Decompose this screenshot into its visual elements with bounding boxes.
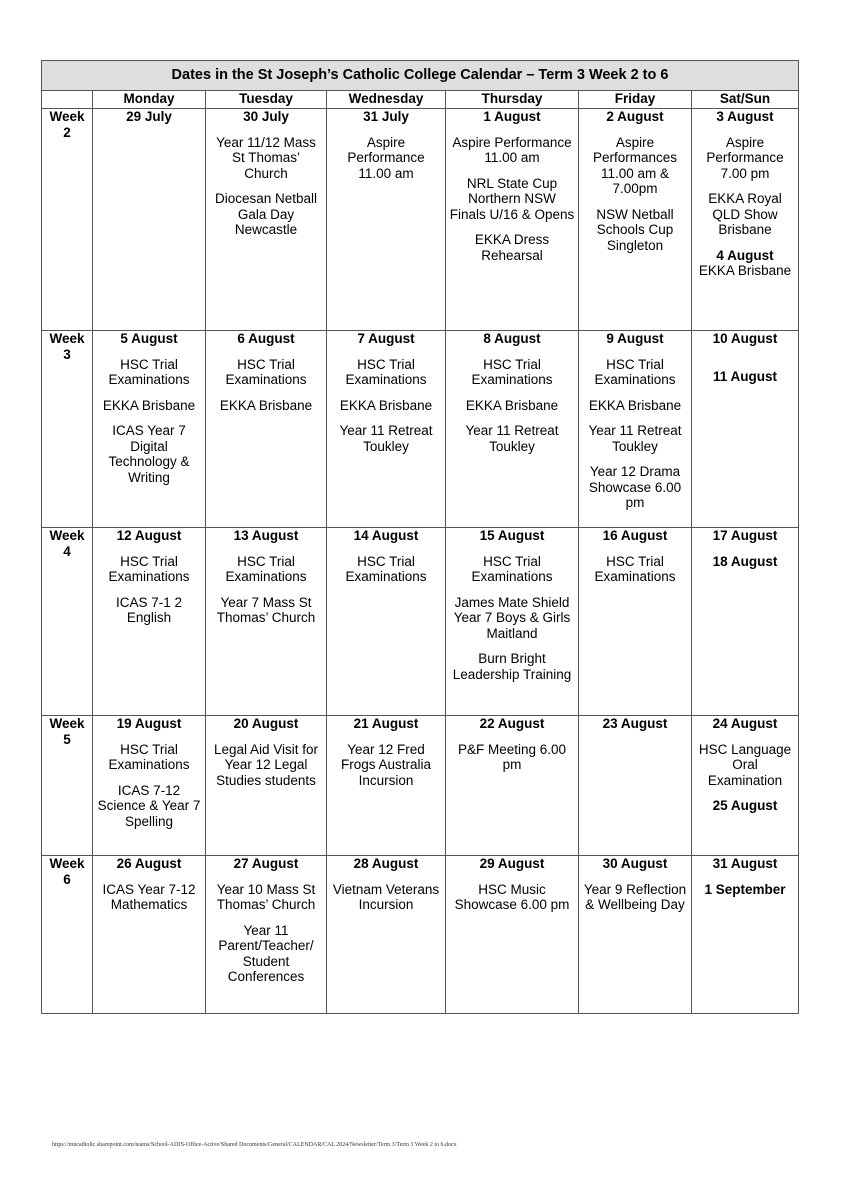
day-cell bbox=[327, 716, 446, 856]
cell-date: 9 August bbox=[606, 331, 664, 346]
cell-event: Year 11 Parent/Teacher/ Student Conferences bbox=[218, 922, 314, 984]
cell-event: Year 12 Drama Showcase 6.00 pm bbox=[588, 464, 682, 510]
cell-event: EKKA Dress Rehearsal bbox=[474, 232, 550, 263]
day-cell bbox=[579, 716, 692, 856]
cell-event: ICAS 7-12 Science & Year 7 Spelling bbox=[97, 782, 201, 829]
cell-date: 16 August bbox=[602, 528, 668, 543]
cell-event: P&F Meeting 6.00 pm bbox=[457, 741, 567, 772]
cell-date: 31 July bbox=[363, 109, 409, 124]
cell-date: 23 August bbox=[602, 716, 668, 731]
blank-header-cell bbox=[42, 91, 93, 109]
cell-date: 30 July bbox=[243, 109, 289, 124]
cell-date-second: 1 September bbox=[704, 881, 786, 897]
cell-event: HSC Trial Examinations bbox=[108, 356, 190, 387]
cell-date: 13 August bbox=[233, 528, 299, 543]
cell-date: 29 July bbox=[126, 109, 172, 124]
cell-event: Burn Bright Leadership Training bbox=[452, 651, 572, 682]
cell-date: 14 August bbox=[353, 528, 419, 543]
cell-date: 24 August bbox=[712, 716, 778, 731]
cell-date: 29 August bbox=[479, 856, 545, 871]
cell-event: EKKA Brisbane bbox=[219, 397, 313, 413]
cell-date-second: 18 August bbox=[712, 553, 778, 569]
day-cell bbox=[446, 528, 579, 716]
cell-event: HSC Trial Examinations bbox=[594, 356, 676, 387]
day-cell bbox=[93, 528, 206, 716]
cell-date: 20 August bbox=[233, 716, 299, 731]
day-header: Sat/Sun bbox=[692, 91, 799, 109]
cell-event: ICAS Year 7-12 Mathematics bbox=[102, 881, 196, 912]
cell-event: ICAS Year 7 Digital Technology & Writing bbox=[108, 423, 190, 485]
cell-date: 8 August bbox=[483, 331, 541, 346]
day-header: Thursday bbox=[446, 91, 579, 109]
week-row bbox=[42, 856, 799, 1014]
cell-date: 31 August bbox=[712, 856, 778, 871]
document-path-footer: https://mncatholic.sharepoint.com/teams/School-ADJS-Office-Active/Shared Documents/General/CALENDAR/CAL 2024/Newsletter/Term 3/Term 3 Week 2 to 6.docx bbox=[52, 1142, 457, 1148]
cell-event: HSC Trial Examinations bbox=[225, 553, 307, 584]
cell-event: Year 9 Reflection & Wellbeing Day bbox=[583, 881, 687, 912]
day-cell bbox=[446, 331, 579, 528]
cell-date: 6 August bbox=[237, 331, 295, 346]
day-cell bbox=[93, 331, 206, 528]
day-cell bbox=[692, 331, 799, 528]
day-cell bbox=[93, 109, 206, 331]
cell-event: HSC Music Showcase 6.00 pm bbox=[454, 881, 570, 912]
cell-date-second: 25 August bbox=[712, 798, 778, 813]
day-cell bbox=[446, 109, 579, 331]
day-cell bbox=[579, 331, 692, 528]
day-cell bbox=[206, 856, 327, 1014]
cell-event: HSC Language Oral Examination bbox=[698, 741, 792, 788]
cell-event: Year 11/12 Mass St Thomas’ Church bbox=[216, 134, 316, 181]
day-cell bbox=[327, 331, 446, 528]
day-cell bbox=[327, 109, 446, 331]
weeks-body bbox=[42, 109, 799, 1014]
day-cell bbox=[206, 716, 327, 856]
day-cell bbox=[446, 856, 579, 1014]
cell-date: 5 August bbox=[120, 331, 178, 346]
week-label: Week 6 bbox=[42, 856, 93, 1014]
cell-event: Year 11 Retreat Toukley bbox=[339, 423, 433, 454]
week-label: Week 3 bbox=[42, 331, 93, 528]
cell-event: EKKA Brisbane bbox=[102, 397, 196, 413]
week-row bbox=[42, 716, 799, 856]
day-header: Tuesday bbox=[206, 91, 327, 109]
day-cell bbox=[206, 528, 327, 716]
cell-event: Year 11 Retreat Toukley bbox=[465, 423, 559, 454]
cell-event: Year 7 Mass St Thomas’ Church bbox=[216, 594, 316, 625]
cell-event: Vietnam Veterans Incursion bbox=[332, 881, 440, 912]
cell-date: 17 August bbox=[712, 528, 778, 543]
day-cell bbox=[93, 716, 206, 856]
cell-event: HSC Trial Examinations bbox=[345, 553, 427, 584]
day-cell bbox=[692, 109, 799, 331]
cell-event: James Mate Shield Year 7 Boys & Girls Maitland bbox=[453, 594, 571, 641]
day-header: Monday bbox=[93, 91, 206, 109]
cell-date: 26 August bbox=[116, 856, 182, 871]
cell-date: 27 August bbox=[233, 856, 299, 871]
cell-date: 3 August bbox=[716, 109, 774, 124]
cell-event: HSC Trial Examinations bbox=[108, 553, 190, 584]
day-cell bbox=[692, 528, 799, 716]
cell-event: EKKA Brisbane bbox=[588, 397, 682, 413]
cell-event: Legal Aid Visit for Year 12 Legal Studies students bbox=[213, 741, 319, 788]
day-cell bbox=[206, 331, 327, 528]
cell-event: HSC Trial Examinations bbox=[471, 553, 553, 584]
cell-date: 2 August bbox=[606, 109, 664, 124]
cell-event: EKKA Brisbane bbox=[465, 397, 559, 413]
calendar-title: Dates in the St Joseph’s Catholic College Calendar – Term 3 Week 2 to 6 bbox=[42, 61, 799, 91]
cell-date: 22 August bbox=[479, 716, 545, 731]
cell-date: 19 August bbox=[116, 716, 182, 731]
week-label: Week 5 bbox=[42, 716, 93, 856]
week-row bbox=[42, 528, 799, 716]
day-cell bbox=[579, 528, 692, 716]
day-cell bbox=[327, 856, 446, 1014]
day-cell bbox=[327, 528, 446, 716]
cell-date: 10 August bbox=[712, 331, 778, 346]
calendar-table bbox=[41, 60, 799, 1014]
cell-event: Diocesan Netball Gala Day Newcastle bbox=[214, 191, 318, 237]
cell-event: Year 10 Mass St Thomas’ Church bbox=[216, 881, 316, 912]
day-cell bbox=[692, 716, 799, 856]
cell-event: EKKA Royal QLD Show Brisbane bbox=[708, 191, 782, 237]
cell-date: 1 August bbox=[483, 109, 541, 124]
week-label: Week 2 bbox=[42, 109, 93, 331]
cell-event: EKKA Brisbane bbox=[339, 397, 433, 413]
week-row bbox=[42, 109, 799, 331]
cell-date: 30 August bbox=[602, 856, 668, 871]
cell-event: ICAS 7-1 2 English bbox=[115, 594, 183, 625]
cell-date-second: 4 August bbox=[716, 247, 774, 263]
day-cell bbox=[206, 109, 327, 331]
cell-event: Aspire Performance 7.00 pm bbox=[706, 134, 784, 181]
day-header-row bbox=[42, 91, 799, 109]
week-label: Week 4 bbox=[42, 528, 93, 716]
cell-date: 15 August bbox=[479, 528, 545, 543]
cell-event: HSC Trial Examinations bbox=[471, 356, 553, 387]
cell-date: 28 August bbox=[353, 856, 419, 871]
cell-event: Aspire Performance 11.00 am bbox=[452, 134, 572, 165]
cell-event: Year 12 Fred Frogs Australia Incursion bbox=[340, 741, 432, 788]
day-cell bbox=[579, 856, 692, 1014]
cell-date: 7 August bbox=[357, 331, 415, 346]
cell-event: HSC Trial Examinations bbox=[225, 356, 307, 387]
week-row bbox=[42, 331, 799, 528]
cell-event: Aspire Performances 11.00 am & 7.00pm bbox=[592, 134, 678, 196]
day-header: Wednesday bbox=[327, 91, 446, 109]
cell-date-second: 11 August bbox=[713, 368, 778, 384]
day-header: Friday bbox=[579, 91, 692, 109]
cell-event: Year 11 Retreat Toukley bbox=[588, 423, 682, 454]
cell-event: HSC Trial Examinations bbox=[345, 356, 427, 387]
day-cell bbox=[579, 109, 692, 331]
cell-event: NSW Netball Schools Cup Singleton bbox=[596, 206, 674, 253]
day-cell bbox=[692, 856, 799, 1014]
day-cell bbox=[446, 716, 579, 856]
cell-event: EKKA Brisbane bbox=[698, 263, 792, 278]
cell-event: HSC Trial Examinations bbox=[108, 741, 190, 772]
cell-date: 21 August bbox=[353, 716, 419, 731]
cell-date: 12 August bbox=[116, 528, 182, 543]
day-cell bbox=[93, 856, 206, 1014]
cell-event: Aspire Performance 11.00 am bbox=[347, 134, 425, 181]
cell-event: HSC Trial Examinations bbox=[594, 553, 676, 584]
cell-event: NRL State Cup Northern NSW Finals U/16 & Opens bbox=[449, 175, 575, 222]
